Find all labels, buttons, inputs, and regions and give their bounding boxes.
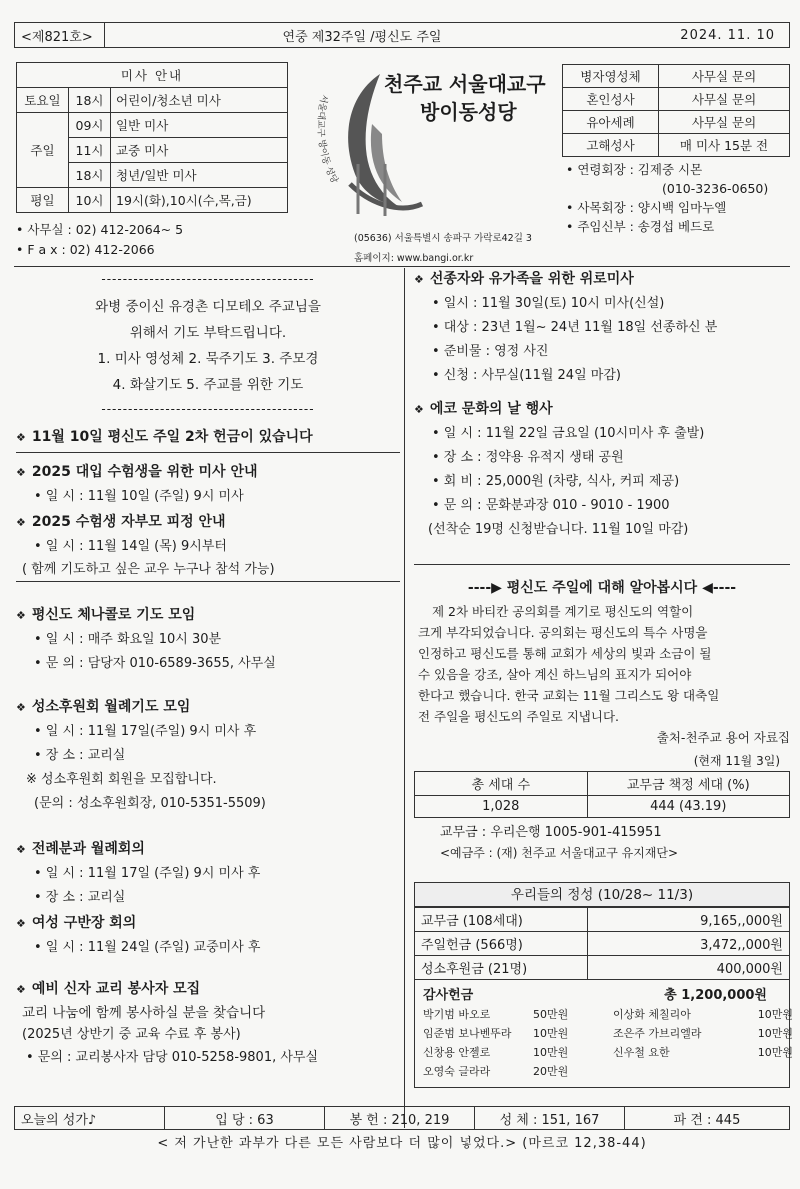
hymn-recessional: 파 견 : 445 — [673, 1112, 741, 1128]
hymn-entrance: 입 당 : 63 — [165, 1107, 325, 1129]
offering-table — [415, 907, 789, 980]
dash-line: ---------------------------------------- — [101, 402, 315, 416]
office-contact — [16, 220, 183, 260]
section-heading: ❖ 2025 대입 수험생을 위한 미사 안내 — [16, 464, 258, 480]
mass-desc: 교중 미사 — [111, 138, 288, 163]
bank-info: 교무금 : 우리은행 1005-901-415951 <예금주 : (재) 천주교 서울대교구 유지재단> — [440, 825, 679, 860]
mass-desc: 19시(화),10시(수,목,금) — [111, 188, 288, 213]
donor-list: 박기범 바오로 50만원 이상화 체칠리아 10만원 임준범 보나벤뚜라 10만원 조은주 가브리엘라 10만원 신창용 안젤로 10만원 신우철 요한 10만원 오영숙 글라라 20만원 — [423, 1008, 793, 1078]
mass-time: 11시 — [69, 138, 111, 163]
laity-sunday-text: 제 2차 바티칸 공의회를 계기로 평신도의 역할이 크게 부각되었습니다. 공의회는 평신도의 특수 사명을 인정하고 평신도를 통해 교회가 세상의 빛과 소금이 될 수 있음을 강조, 살아 계신 하느님의 표지가 되어야 한다고 했습니다. 한국 교회는 11월 그리스도 왕 대축일 전 주일을 평신도의 주일로 지냅니다. 출처-천주교 용어 자료집 — [414, 601, 790, 748]
offering-box — [414, 882, 793, 1088]
household-stats-table — [414, 771, 790, 818]
section-line: • 장 소 : 정약용 유적지 생태 공원 — [432, 450, 624, 465]
section-line: • 신청 : 사무실(11월 24일 마감) — [432, 368, 621, 383]
mass-schedule-title: 미사 안내 — [17, 63, 288, 88]
section-line: • 준비물 : 영정 사진 — [432, 344, 549, 359]
mass-desc: 어린이/청소년 미사 — [111, 88, 288, 113]
table-row — [17, 188, 288, 213]
section-line: ※ 성소후원회 회원을 모집합니다. — [26, 772, 217, 787]
liturgical-week: 연중 제32주일 /평신도 주일 — [282, 29, 442, 45]
source-note: 출처-천주교 용어 자료집 — [656, 730, 790, 745]
notice-heading: ❖ 11월 10일 평신도 주일 2차 헌금이 있습니다 — [16, 429, 313, 445]
sacrament-name: 유아세례 — [563, 111, 659, 134]
table-row: 총 세대 수 교무금 책정 세대 (%) — [415, 772, 790, 796]
section-line: • 문의 : 교리봉사자 담당 010-5258-9801, 사무실 — [26, 1050, 319, 1065]
section-heading: ❖ 에코 문화의 날 행사 — [414, 401, 553, 417]
mass-day: 주일 — [17, 113, 69, 188]
column-divider — [404, 268, 405, 1128]
thanks-offering-header: 감사헌금 총 1,200,000원 — [423, 988, 767, 1003]
section-line: 교리 나눔에 함께 봉사하실 분을 찾습니다 — [22, 1005, 266, 1021]
table-row — [17, 88, 288, 113]
section-heading: ❖ 여성 구반장 회의 — [16, 915, 137, 931]
sacrament-name: 병자영성체 — [563, 65, 659, 88]
issue-number: <제821호> — [15, 23, 105, 47]
section-line: • 일 시 : 11월 10일 (주일) 9시 미사 — [34, 489, 244, 504]
staff-line: • 연령회장 : 김제중 시몬 — [566, 162, 703, 177]
hymn-label: 오늘의 성가♪ — [15, 1107, 165, 1129]
parish-logo — [302, 58, 548, 266]
divider — [14, 266, 790, 267]
sacrament-info: 사무실 문의 — [659, 65, 790, 88]
section-heading: ❖ 예비 신자 교리 봉사자 모집 — [16, 981, 201, 997]
sacrament-name: 고해성사 — [563, 134, 659, 157]
logo-title-parish: 방이동성당 — [420, 100, 517, 124]
section-line: • 장 소 : 교리실 — [34, 890, 126, 905]
parish-staff — [566, 160, 768, 236]
mass-day: 평일 — [17, 188, 69, 213]
right-column — [414, 268, 793, 1088]
section-line: • 일 시 : 11월 17일 (주일) 9시 미사 후 — [34, 866, 261, 881]
hymn-offertory: 봉 헌 : 210, 219 — [325, 1107, 475, 1129]
dash-line: ---------------------------------------- — [101, 272, 315, 286]
section-line: (문의 : 성소후원회장, 010-5351-5509) — [34, 796, 266, 811]
mass-time: 18시 — [69, 163, 111, 188]
table-row — [563, 65, 790, 88]
mass-desc: 일반 미사 — [111, 113, 288, 138]
hymn-communion: 성 체 : 151, 167 — [475, 1107, 625, 1129]
mass-time: 09시 — [69, 113, 111, 138]
section-heading: ----▶ 평신도 주일에 대해 알아봅시다 ◀---- — [467, 580, 737, 596]
table-row: 성소후원금 (21명) 400,000원 — [415, 956, 789, 980]
section-line: • 장 소 : 교리실 — [34, 748, 126, 763]
bulletin-header — [14, 22, 790, 48]
bishop-prayer — [16, 294, 400, 398]
mass-time: 10시 — [69, 188, 111, 213]
section-line: • 문 의 : 담당자 010-6589-3655, 사무실 — [34, 656, 276, 671]
hymn-bar — [14, 1106, 790, 1130]
section-line: • 회 비 : 25,000원 (차량, 식사, 커피 제공) — [432, 474, 680, 489]
section-heading: ❖ 평신도 체나콜로 기도 모임 — [16, 607, 196, 623]
mass-schedule-table — [16, 62, 288, 213]
table-row — [17, 113, 288, 138]
sacrament-name: 혼인성사 — [563, 88, 659, 111]
section-heading: ❖ 2025 수험생 자부모 피정 안내 — [16, 514, 226, 530]
prayer-text: 4. 화살기도 5. 주교를 위한 기도 — [112, 377, 304, 393]
mass-time: 18시 — [69, 88, 111, 113]
section-line: ( 함께 기도하고 싶은 교우 누구나 참석 가능) — [16, 559, 400, 582]
section-line: • 일 시 : 11월 22일 금요일 (10시미사 후 출발) — [432, 426, 705, 441]
sacrament-info: 매 미사 15분 전 — [659, 134, 790, 157]
section-heading: ❖ 성소후원회 월례기도 모임 — [16, 699, 191, 715]
sacrament-info: 사무실 문의 — [659, 88, 790, 111]
sacrament-info: 사무실 문의 — [659, 111, 790, 134]
bulletin-date: 2024. 11. 10 — [680, 27, 775, 43]
staff-line: • 사목회장 : 양시백 임마누엘 — [566, 200, 727, 215]
staff-line: • 주임신부 : 송경섭 베드로 — [566, 219, 715, 234]
section-line: (2025년 상반기 중 교육 수료 후 봉사) — [22, 1027, 241, 1042]
table-row — [563, 111, 790, 134]
office-phone: • 사무실 : 02) 412-2064~ 5 — [16, 222, 184, 237]
section-heading: ❖ 선종자와 유가족을 위한 위로미사 — [414, 271, 634, 287]
as-of-date: (현재 11월 3일) — [693, 754, 780, 768]
section-line: • 일 시 : 매주 화요일 10시 30분 — [34, 632, 222, 647]
table-row — [563, 88, 790, 111]
offering-title: 우리들의 정성 (10/28~ 11/3) — [415, 883, 789, 907]
section-line: • 일 시 : 11월 24일 (주일) 교중미사 후 — [34, 940, 261, 955]
staff-line: (010-3236-0650) — [662, 181, 769, 196]
sacrament-table — [562, 64, 790, 157]
logo-arc-text: 서울대교구 방이동 성당 — [315, 93, 340, 186]
section-line: • 일 시 : 11월 17일(주일) 9시 미사 후 — [34, 724, 257, 739]
left-column — [16, 272, 400, 1070]
parish-address: (05636) 서울특별시 송파구 가락로42길 3 — [354, 233, 532, 244]
prayer-text: 1. 미사 영성체 2. 묵주기도 3. 주모경 — [97, 351, 319, 367]
section-line: • 일 시 : 11월 14일 (목) 9시부터 — [34, 539, 227, 554]
table-row: 1,028 444 (43.19) — [415, 796, 790, 818]
mass-desc: 청년/일반 미사 — [111, 163, 288, 188]
gospel-quote: < 저 가난한 과부가 다른 모든 사람보다 더 많이 넣었다.> (마르코 12,38-44) — [157, 1136, 647, 1151]
section-line: • 대상 : 23년 1월~ 24년 11월 18일 선종하신 분 — [432, 320, 718, 335]
prayer-text: 와병 중이신 유경촌 디모테오 주교님을 — [95, 299, 321, 315]
table-row — [563, 134, 790, 157]
logo-title-diocese: 천주교 서울대교구 — [384, 72, 546, 96]
office-fax: • F a x : 02) 412-2066 — [16, 242, 155, 257]
section-line: • 문 의 : 문화분과장 010 - 9010 - 1900 — [432, 498, 670, 513]
section-line: (선착순 19명 신청받습니다. 11월 10일 마감) — [428, 522, 689, 537]
parish-website: 홈페이지: www.bangi.or.kr — [354, 253, 474, 264]
mass-day: 토요일 — [17, 88, 69, 113]
bulletin-page — [10, 22, 794, 1172]
section-heading: ❖ 전례분과 월례회의 — [16, 841, 145, 857]
section-line: • 일시 : 11월 30일(토) 10시 미사(신설) — [432, 296, 665, 311]
table-row: 주일헌금 (566명) 3,472,,000원 — [415, 932, 789, 956]
table-row: 교무금 (108세대) 9,165,,000원 — [415, 908, 789, 932]
prayer-text: 위해서 기도 부탁드립니다. — [129, 325, 287, 341]
